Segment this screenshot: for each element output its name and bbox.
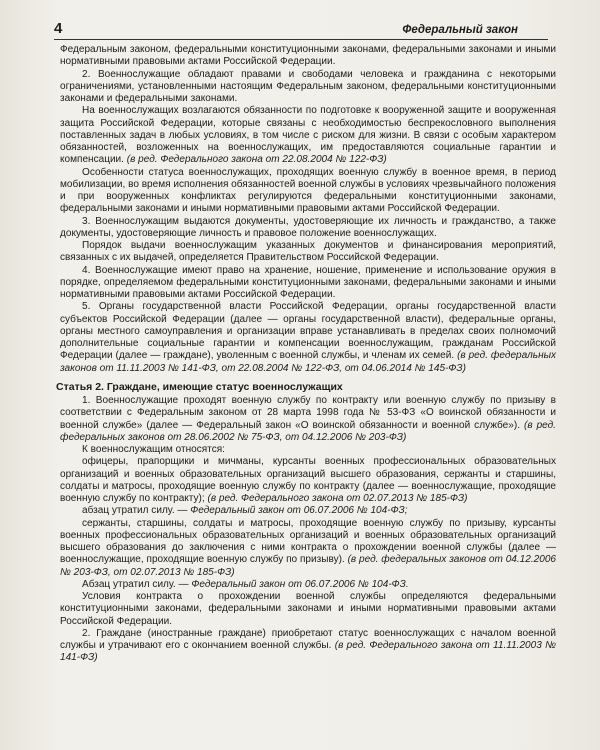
paragraph: 3. Военнослужащим выдаются документы, удостоверяющие их личность и гражданство, а также документы, удостоверяющие личность и правовое положение военнослужащих. bbox=[60, 215, 556, 239]
paragraph: 2. Военнослужащие обладают правами и свободами человека и гражданина с некоторыми ограничениями, установленными настоящим Федеральным законом, федеральными конституционными законами и федеральными законами. bbox=[60, 68, 556, 104]
running-title: Федеральный закон bbox=[402, 24, 518, 36]
paragraph: Условия контракта о прохождении военной службы определяются федеральными конституционными законами, федеральными законами и иными нормативными правовыми актами Российской Федерации. bbox=[60, 591, 556, 627]
paragraph: сержанты, старшины, солдаты и матросы, проходящие военную службу по призыву, курсанты военных профессиональных образовательных организаций и военных образовательных организаций высшего образования до заключения с ними контракта о прохождении военной службы (далее — военнослужащие, проходящие военную службу по призыву). (в ред. федеральных законов от 04.12.2006 № 203-ФЗ, от 02.07.2013 № 185-ФЗ) bbox=[60, 517, 557, 578]
page-header bbox=[54, 20, 548, 40]
paragraph: 5. Органы государственной власти Российской Федерации, органы государственной власти субъектов Российской Федерации (далее — органы государственной власти), федеральные органы, органы местного самоуправления и организации вправе устанавливать в пределах своих полномочий дополнительные социальные гарантии и компенсации военнослужащим, гражданам Российской Федерации (далее — граждане), уволенным с военной службы, и членам их семей. (в ред. федеральных законов от 11.11.2003 № 141-ФЗ, от 22.08.2004 № 122-ФЗ, от 04.06.2014 № 145-ФЗ) bbox=[60, 301, 557, 374]
paragraph: Порядок выдачи военнослужащим указанных документов и финансирования мероприятий, связанных с их выдачей, определяется Правительством Российской Федерации. bbox=[60, 240, 556, 264]
paragraph: К военнослужащим относятся: bbox=[82, 444, 225, 455]
paragraph: абзац утратил силу. — Федеральный закон от 06.07.2006 № 104-ФЗ; bbox=[82, 505, 408, 517]
paragraph: 4. Военнослужащие имеют право на хранение, ношение, применение и использование оружия в порядке, определяемом федеральными конституционными законами, федеральными законами и иными нормативными правовыми актами Российской Федерации. bbox=[60, 264, 556, 300]
paragraph: Федеральным законом, федеральными конституционными законами, федеральными законами и иными нормативными правовыми актами Российской Федерации. bbox=[60, 44, 556, 68]
paragraph: Особенности статуса военнослужащих, проходящих военную службу в военное время, в период мобилизации, во время исполнения обязанностей военной службы в условиях чрезвычайного положения и при вооруженных конфликтах регулируются федеральными конституционными законами, федеральными законами и иными нормативными правовыми актами Российской Федерации. bbox=[60, 166, 556, 215]
paragraph: 2. Граждане (иностранные граждане) приобретают статус военнослужащих с началом военной службы и утрачивают его с окончанием военной службы. (в ред. Федерального закона от 11.11.2003 № 141-ФЗ) bbox=[60, 627, 557, 664]
paragraph: 1. Военнослужащие проходят военную службу по контракту или военную службу по призыву в соответствии с Федеральным законом от 28 марта 1998 года № 53-ФЗ «О воинской обязанности и военной службе» (далее — Федеральный закон «О воинской обязанности и военной службе»). (в ред. федеральных законов от 28.06.2002 № 75-ФЗ, от 04.12.2006 № 203-ФЗ) bbox=[60, 395, 556, 443]
article-heading: Статья 2. Граждане, имеющие статус военнослужащих bbox=[56, 380, 343, 393]
paragraph: офицеры, прапорщики и мичманы, курсанты военных профессиональных образовательных организаций и военных образовательных организаций высшего образования, сержанты и старшины, солдаты и матросы, проходящие военную службу по контракту (далее — военнослужащие, проходящие военную службу по контракту); (в ред. Федерального закона от 02.07.2013 № 185-ФЗ) bbox=[60, 456, 556, 504]
paragraph: Абзац утратил силу. — Федеральный закон от 06.07.2006 № 104-ФЗ. bbox=[82, 578, 409, 590]
page-number: 4 bbox=[54, 20, 63, 37]
article-body bbox=[56, 44, 557, 665]
paragraph: На военнослужащих возлагаются обязанности по подготовке к вооруженной защите и вооруженная защита Российской Федерации, которые связаны с необходимостью беспрекословного выполнения поставленных задач в любых условиях, в том числе с риском для жизни. В связи с особым характером обязанностей, возложенных на военнослужащих, им предоставляются социальные гарантии и компенсации. (в ред. Федерального закона от 22.08.2004 № 122-ФЗ) bbox=[60, 105, 556, 166]
